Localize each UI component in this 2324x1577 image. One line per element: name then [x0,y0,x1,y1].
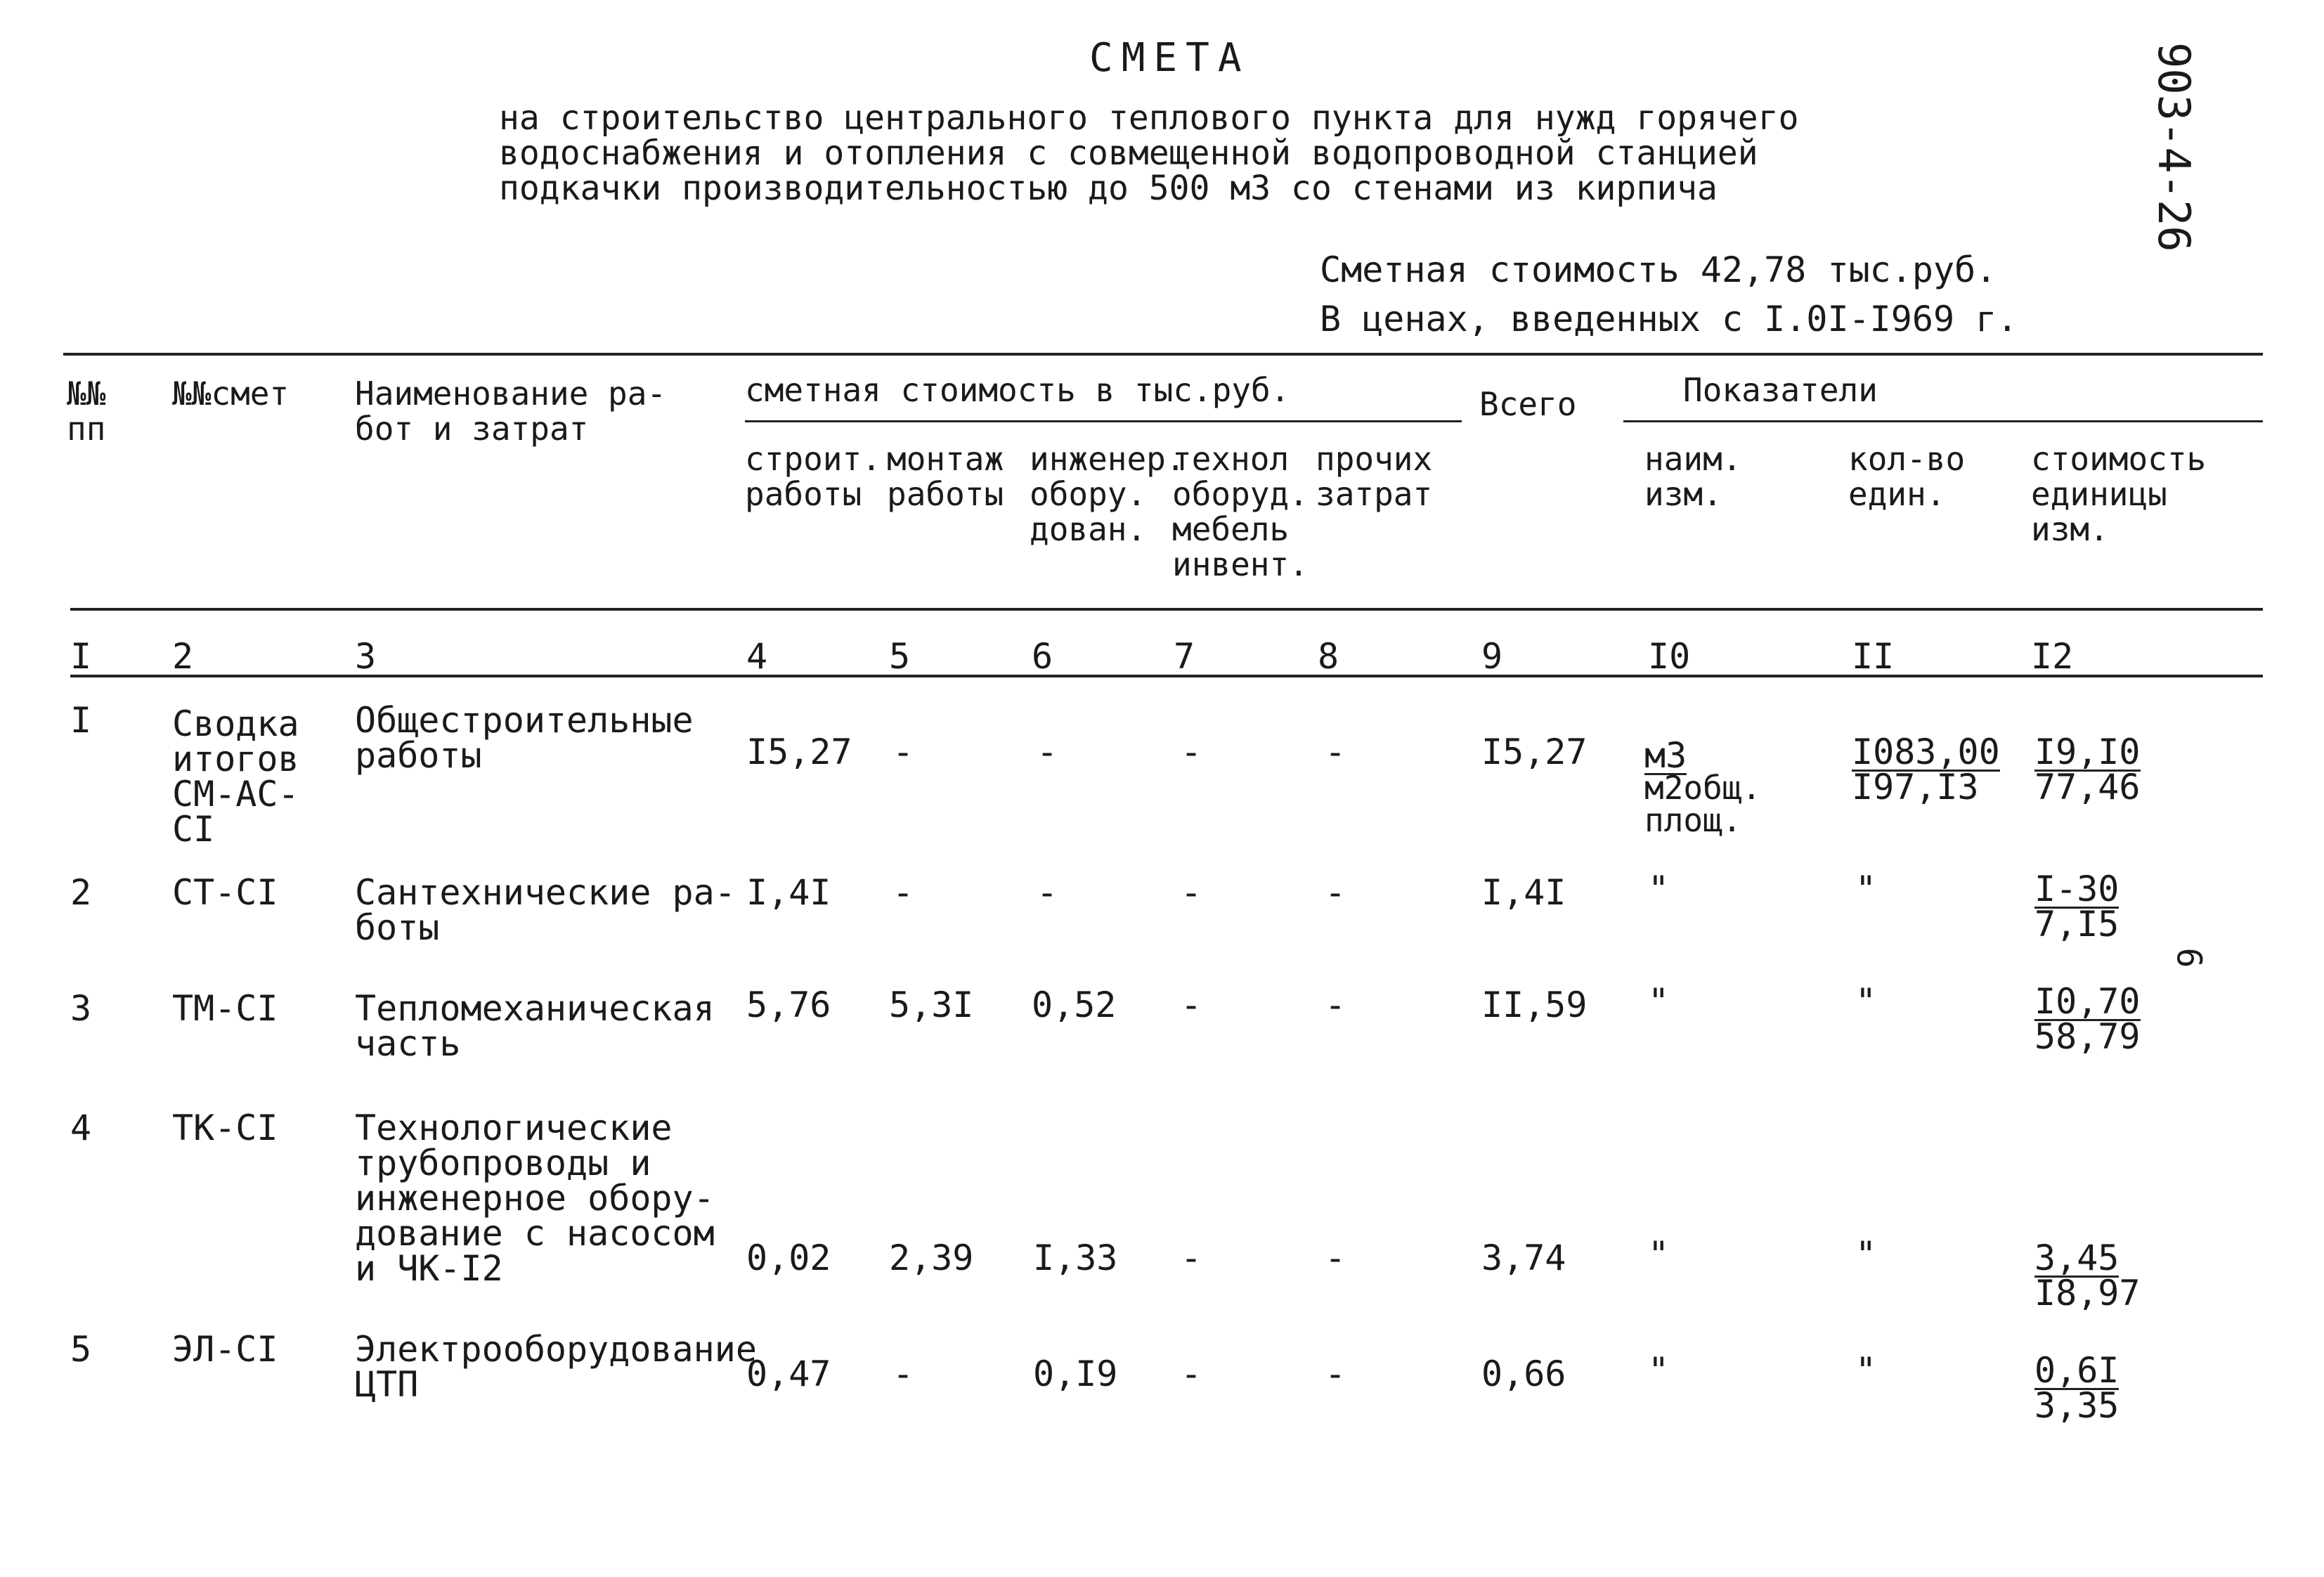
row-c4: I,4I [746,872,831,913]
row-name: Электрооборудование ЦТП [355,1329,757,1405]
row-qty-top: " [1855,1350,1877,1391]
row-c5: 5,3I [889,985,974,1025]
header-smet: №№смет [172,375,290,413]
row-c4: 0,47 [746,1354,831,1394]
row-c5: - [892,1354,914,1394]
header-c12: стоимость единицы изм. [2031,440,2207,548]
row-number: 4 [70,1108,92,1148]
colnum-3: 3 [355,636,377,677]
colnum-9: 9 [1481,636,1503,677]
row-smet: СТ-СI [172,872,278,913]
header-c5: монтаж работы [887,440,1004,513]
row-smet: ТК-СI [172,1108,278,1148]
indicators-group-rule [1623,420,2263,422]
subtitle-line-3: подкачки производительностью до 500 м3 со стенами из кирпича [499,169,1718,208]
cost-group-rule [745,420,1462,422]
row-unitcost-bottom: 77,46 [2034,767,2141,807]
subtitle-line-1: на строительство центрального теплового пункта для нужд горячего [499,98,1799,138]
colnum-2: 2 [172,636,194,677]
subtitle-line-2: водоснабжения и отопления с совмещенной водопроводной станцией [499,134,1758,173]
row-unit-top: " [1648,1234,1670,1275]
row-c6: - [1037,872,1058,913]
header-c4: строит. работы [745,440,881,513]
row-c9: I,4I [1481,872,1566,913]
row-name: Общестроительные работы [355,700,694,776]
table-top-rule [63,353,2263,356]
header-c7: технол оборуд. мебель инвент. [1172,440,1309,583]
row-c6: I,33 [1033,1238,1118,1278]
header-num: №№ пп [67,375,106,448]
row-c4: I5,27 [746,732,852,772]
header-cost-group: сметная стоимость в тыс.руб. [745,371,1290,409]
colnum-11: II [1852,636,1895,677]
colnum-7: 7 [1174,636,1195,677]
colnum-1: I [70,636,92,677]
row-name: Сантехнические ра- боты [355,872,736,948]
row-c6: - [1037,732,1058,772]
row-unitcost-top: I0,70 [2034,981,2141,1022]
row-smet: Сводка итогов СМ-АС-СI [172,703,299,850]
row-c8: - [1325,985,1346,1025]
row-qty-bottom: I97,I3 [1852,767,1979,807]
row-qty-top: I083,00 [1852,732,2000,772]
page-number: 6 [2169,947,2209,968]
row-c6: 0,I9 [1033,1354,1118,1394]
row-c4: 5,76 [746,985,831,1025]
row-c9: 3,74 [1481,1238,1566,1278]
row-c9: I5,27 [1481,732,1588,772]
row-c4: 0,02 [746,1238,831,1278]
row-name: Тепломеханическая часть [355,988,715,1064]
row-c6: 0,52 [1032,985,1117,1025]
row-c8: - [1325,732,1346,772]
row-qty-top: " [1855,869,1877,909]
row-number: I [70,700,92,741]
row-unit-bottom: м2общ. площ. [1644,769,1762,839]
colnum-6: 6 [1032,636,1053,677]
row-c9: II,59 [1481,985,1588,1025]
row-number: 5 [70,1329,92,1370]
header-total: Всего [1479,385,1577,423]
prices-date: В ценах, введенных с I.0I-I969 г. [1320,299,2018,339]
colnum-8: 8 [1318,636,1339,677]
colnum-4: 4 [746,636,768,677]
header-c8: прочих затрат [1316,440,1433,513]
row-unitcost-top: 3,45 [2034,1238,2119,1278]
row-smet: ТМ-СI [172,988,278,1029]
row-c7: - [1181,872,1202,913]
row-unit-top: " [1648,981,1670,1022]
row-number: 2 [70,872,92,913]
header-c6: инженер. обору. дован. [1030,440,1186,548]
row-unit-top: " [1648,869,1670,909]
header-c11: кол-во един. [1848,440,1966,513]
header-indicators-group: Показатели [1683,371,1878,409]
row-unitcost-top: 0,6I [2034,1350,2119,1391]
row-c7: - [1181,1238,1202,1278]
row-c7: - [1181,1354,1202,1394]
row-c5: - [892,732,914,772]
row-c8: - [1325,872,1346,913]
colnum-10: I0 [1648,636,1691,677]
row-unitcost-top: I9,I0 [2034,732,2141,772]
row-unitcost-bottom: 58,79 [2034,1016,2141,1057]
row-unitcost-bottom: 3,35 [2034,1385,2119,1426]
row-name: Технологические трубопроводы и инженерное обору- дование с насосом и ЧК-I2 [355,1108,715,1289]
row-c7: - [1181,732,1202,772]
colnum-5: 5 [889,636,911,677]
header-c10: наим. изм. [1644,440,1742,513]
colnum-12: I2 [2031,636,2074,677]
document-code-stamp: 903-4-26 [2148,42,2200,252]
row-c8: - [1325,1354,1346,1394]
estimated-cost: Сметная стоимость 42,78 тыс.руб. [1320,249,1997,290]
row-unitcost-bottom: 7,I5 [2034,904,2119,945]
row-smet: ЭЛ-СI [172,1329,278,1370]
row-c9: 0,66 [1481,1354,1566,1394]
row-c5: 2,39 [889,1238,974,1278]
document-title: СМЕТА [1089,35,1250,81]
header-name: Наименование ра- бот и затрат [355,375,667,448]
column-numbers-rule [70,675,2263,677]
row-qty-top: " [1855,981,1877,1022]
row-unitcost-bottom: I8,97 [2034,1273,2141,1313]
row-c7: - [1181,985,1202,1025]
row-number: 3 [70,988,92,1029]
row-unitcost-top: I-30 [2034,869,2119,909]
row-c8: - [1325,1238,1346,1278]
row-unit-top: " [1648,1350,1670,1391]
row-unit-top: м3 [1644,735,1687,776]
row-qty-top: " [1855,1234,1877,1275]
header-bottom-rule [70,608,2263,611]
row-c5: - [892,872,914,913]
